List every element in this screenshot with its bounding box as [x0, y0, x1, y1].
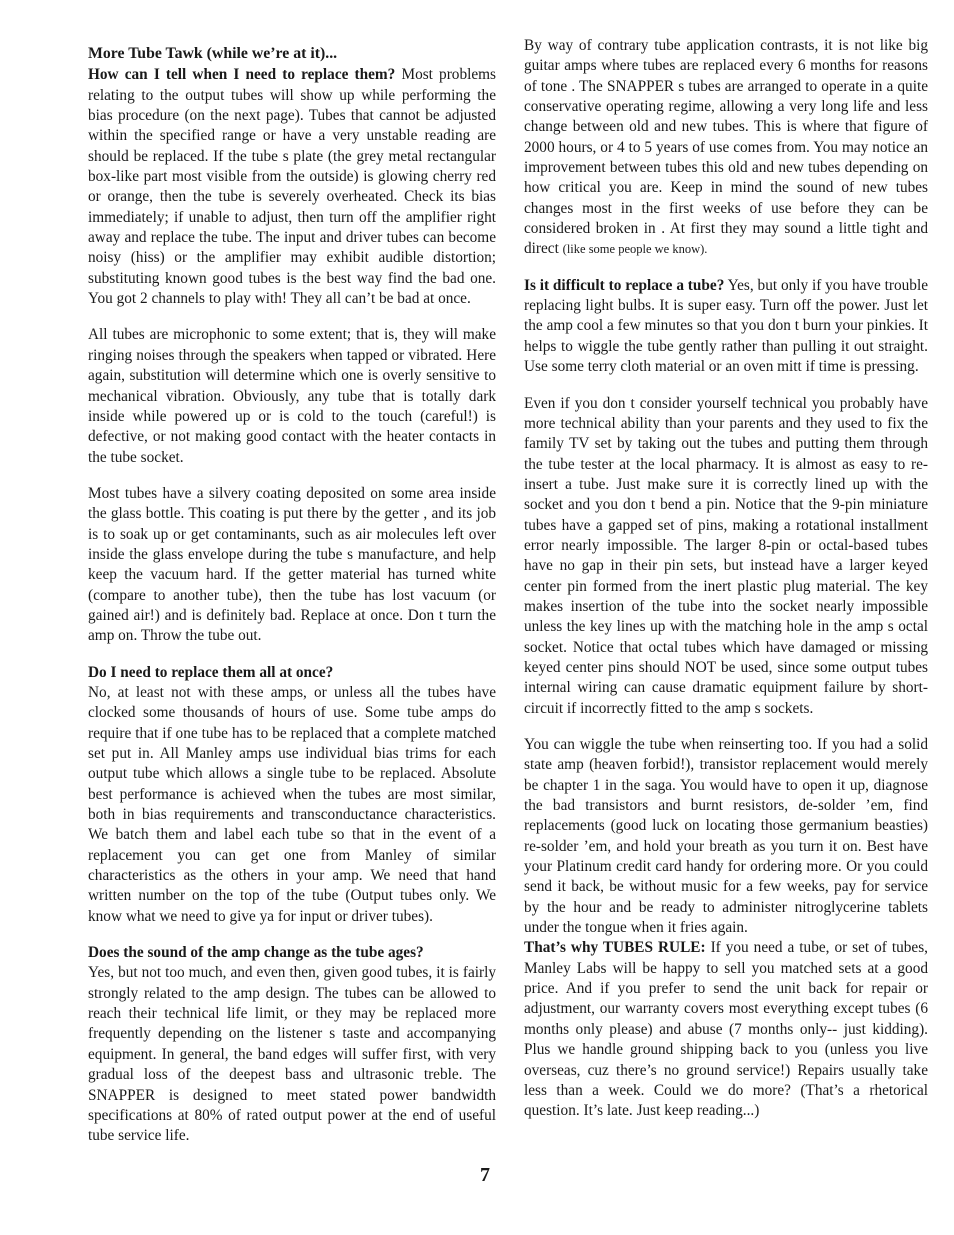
small-aside: (like some people we know). [562, 242, 708, 257]
paragraph-text: By way of contrary tube application contrasts, it is not like big guitar amps where tubes are replaced every 6 months for reasons of tone . The SNAPPER s tubes are arranged to operate in a quite conservative operating regime, allowing a very long life and less change between old and new tubes. This is where that figure of 2000 hours, or 4 to 5 years of use comes from. You may notice an improvement between tubes this old and new tubes depending on how critical you are. Keep in mind the sound of new tubes changes most in the first weeks of use before they can be considered broken in . At first they may sound a little tight and direct [524, 37, 928, 258]
question-heading: That’s why TUBES RULE: [524, 939, 706, 957]
question-heading: Do I need to replace them all at once? [88, 663, 334, 681]
paragraph-difficult [524, 276, 928, 378]
question-heading: How can I tell when I need to replace them? [88, 66, 396, 84]
paragraph-sound-change: Yes, but not too much, and even then, given good tubes, it is fairly strongly related to the amp design. The tubes can be allowed to reach their technical life limit, or they may be replaced more frequently depending on the listener s taste and accompanying equipment. In general, the band edges will suffer first, with very gradual loss of the deepest bass and ultrasonic treble. The SNAPPER is designed to meet stated power bandwidth specifications at 80% of rated output power at the end of useful tube service life. [88, 964, 496, 1145]
question-heading: Does the sound of the amp change as the tube ages? [88, 944, 424, 962]
page-title: More Tube Tawk (while we’re at it)... [88, 45, 338, 62]
answer-text: If you need a tube, or set of tubes, Manley Labs will be happy to sell you matched sets at a good price. And if you prefer to send the unit back for repair or adjustment, our warranty covers most everything except tubes (6 months only please) and abuse (7 months only-- just kidding). Plus we handle ground shipping back to you (unless you live overseas, cuz there’s no ground service!) Repairs usually take less than a week. Could we do more? (That’s a rhetorical question. It’s late. Just keep reading...) [524, 939, 928, 1120]
question-heading: Is it difficult to replace a tube? [524, 276, 725, 294]
right-column [524, 36, 928, 1122]
paragraph-replace-all: No, at least not with these amps, or unless all the tubes have clocked some thousands of hours of use. Some tube amps do require that if one tube has to be replaced that a complete matched set put in. All Manley amps use individual bias trims for each output tube which allows a single tube to be replaced. Absolute best performance is achieved when the tubes are most similar, both in bias requirements and transconductance characteristics. We batch them and label each tube so that in the event of a replacement you can get one from Manley of similar characteristics as the others in your amp. We need that hand written number on the top of the tube (Output tubes only. We know what we need to give ya for input or driver tubes). [88, 683, 496, 925]
paragraph-technical: Even if you don t consider yourself technical you probably have more technical ability than your parents and they used to fix the family TV set by taking out the tubes and putting them through the tube tester at the local pharmacy. It is almost as easy to re-insert a tube. Just make sure it is correctly lined up with the socket and you don t bend a pin. Notice that the 9-pin miniature tubes have a gapped set of pins, making a rotational installment error nearly impossible. The larger 8-pin or octal-based tubes have no gap in their pin sets, but instead have a larger keyed center pin formed from the inert plastic plug material. The key makes insertion of the tube into the socket nearly impossible unless the key lines up with the matching hole in the amp s octal socket. Notice that octal tubes which have damaged or missing keyed center pins should NOT be used, since some output tubes internal wiring can cause dramatic equipment failure by short-circuit if incorrectly fitted to the amp s sockets. [524, 394, 928, 717]
answer-text: Yes, but only if you have trouble replacing light bulbs. It is super easy. Turn off the power. Just let the amp cool a few minutes so that you don t burn your pinkies. It helps to wiggle the tube gently rather than pulling it out straight. Use some terry cloth material or an oven mitt if time is pressing. [524, 276, 928, 376]
paragraph-contrary [524, 36, 928, 260]
paragraph-wiggle: You can wiggle the tube when reinserting too. If you had a solid state amp (heaven forbid!), transistor replacement would merely be chapter 1 in the saga. You would have to open it up, diagnose the bad transistors and burnt resistors, de-solder ’em, find replacements (good luck on locating those germanium beasties) re-solder ’em, and hold your breath as you turn it on. Best have your Platinum credit card handy for ordering more. Or you could send it back, be without music for a few weeks, pay for service by the hour and be ready to administer nitroglycerine tablets under the tongue when it fries again. [524, 736, 928, 937]
left-column [88, 36, 496, 1147]
paragraph-replace-when [88, 65, 496, 309]
paragraph-getter: Most tubes have a silvery coating deposited on some area inside the glass bottle. This coating is put there by the getter , and its job is to soak up or get contaminants, such as air molecules left over inside the glass envelope during the tube s manufacture, and help keep the vacuum hard. If the getter material has turned white (compare to another tube), then the tube has lost vacuum (or gained air!) and is definitely bad. Replace at once. Don t turn the amp on. Throw the tube out. [88, 484, 496, 645]
page-number: 7 [480, 1164, 490, 1186]
paragraph-microphonic: All tubes are microphonic to some extent; that is, they will make ringing noises through the speakers when tapped or vibrated. Here again, substitution will determine which one is overly sensitive to mechanical vibration. Obviously, any tube that is totally dark inside while powered up or is cold to the touch (careful!) is defective, or not making good contact with the heater contacts in the tube socket. [88, 326, 496, 466]
answer-text: Most problems relating to the output tubes will show up while performing the bias procedure (on the next page). Tubes that cannot be adjusted within the specified range or have a very unstable reading are should be replaced. If the tube s plate (the grey metal rectangular box-like part most visible from the outside) is glowing cherry red or orange, then the tube is severely overheated. Check its bias immediately; if unable to adjust, then turn off the amplifier right away and replace the tube. The input and driver tubes can become noisy (hiss) or the amplifier may exhibit audible distortion; substituting known good tubes is the best way find the bad one. You got 2 channels to play with! They all can’t be bad at once. [88, 66, 496, 308]
paragraph-tubes-rule [524, 938, 928, 1121]
